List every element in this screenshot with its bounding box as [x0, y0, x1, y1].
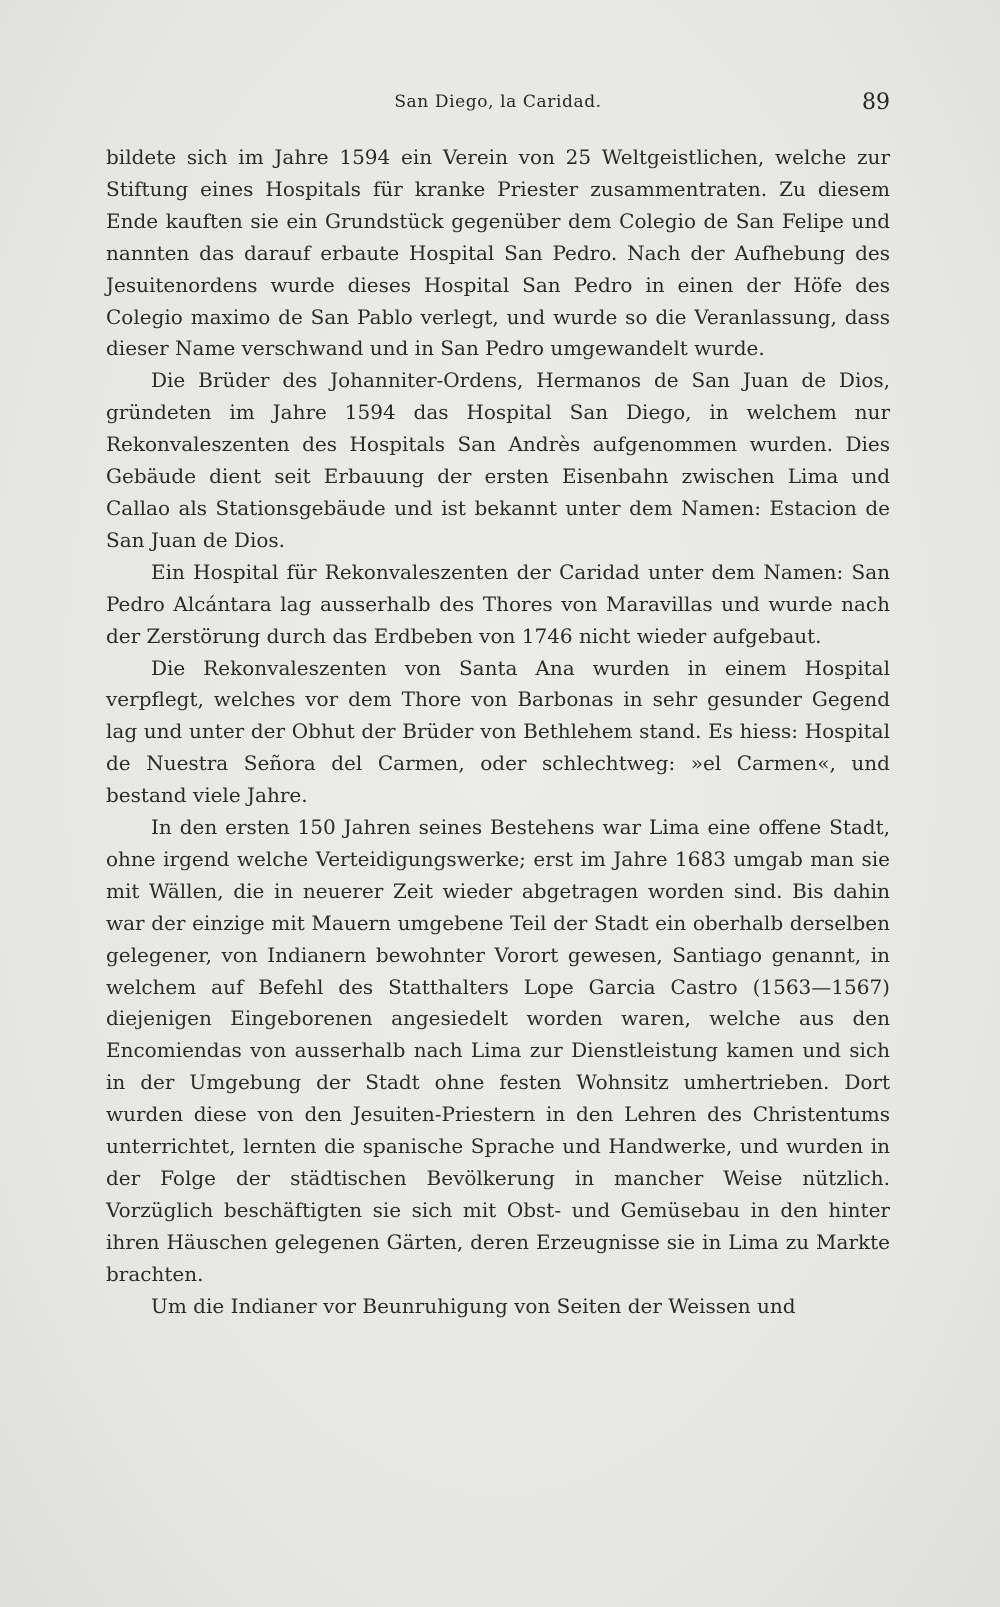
- paragraph-hospital-san-diego: Die Brüder des Johanniter-Ordens, Hermanos de San Juan de Dios, gründeten im Jahre 1594 das Hospital San Diego, in welchem nur Rekonvaleszenten des Hospitals San Andrès aufgenommen wurden. Dies Gebäude dient seit Erbauung der ersten Eisenbahn zwischen Lima und Callao als Stationsgebäude und ist bekannt unter dem Namen: Estacion de San Juan de Dios.: [106, 368, 890, 552]
- paragraph-lima-fortifications: In den ersten 150 Jahren seines Bestehens war Lima eine offene Stadt, ohne irgend welche Verteidigungswerke; erst im Jahre 1683 umgab man sie mit Wällen, die in neuerer Zeit wieder abgetragen worden sind. Bis dahin war der einzige mit Mauern umgebene Teil der Stadt ein oberhalb derselben gelegener, von Indianern bewohnter Vorort gewesen, Santiago genannt, in welchem auf Befehl des Statthalters Lope Garcia Castro (1563—1567) diejenigen Eingeborenen angesiedelt worden waren, welche aus den Encomiendas von ausserhalb nach Lima zur Dienstleistung kamen und sich in der Umgebung der Stadt ohne festen Wohnsitz umhertrieben. Dort wurden diese von den Jesuiten-Priestern in den Lehren des Christentums unterrichtet, lernten die spanische Sprache und Handwerke, und wurden in der Folge der städtischen Bevölkerung in mancher Weise nützlich. Vorzüglich beschäftigten sie sich mit Obst- und Gemüsebau in den hinter ihren Häuschen gelegenen Gärten, deren Erzeugnisse sie in Lima zu Markte brachten.: [106, 815, 890, 1286]
- paragraph-continued: bildete sich im Jahre 1594 ein Verein von 25 Weltgeistlichen, welche zur Stiftung eines Hospitals für kranke Priester zusammentraten. Zu diesem Ende kauften sie ein Grundstück gegenüber dem Colegio de San Felipe und nannten das darauf erbaute Hospital San Pedro. Nach der Aufhebung des Jesuitenordens wurde dieses Hospital San Pedro in einen der Höfe des Colegio maximo de San Pablo verlegt, und wurde so die Veranlassung, dass dieser Name verschwand und in San Pedro umgewandelt wurde.: [106, 145, 890, 361]
- paragraph-san-pedro-alcantara: Ein Hospital für Rekonvaleszenten der Caridad unter dem Namen: San Pedro Alcántara lag ausserhalb des Thores von Maravillas und wurde nach der Zerstörung durch das Erdbeben von 1746 nicht wieder aufgebaut.: [106, 559, 890, 648]
- running-head: [106, 88, 890, 128]
- paragraph-final-line: Um die Indianer vor Beunruhigung von Seiten der Weissen und: [151, 1293, 796, 1318]
- body-text: [106, 142, 890, 1323]
- running-title: San Diego, la Caridad.: [394, 92, 602, 112]
- page-number: 89: [862, 90, 890, 115]
- paragraph-el-carmen: Die Rekonvaleszenten von Santa Ana wurden in einem Hospital verpflegt, welches vor dem Thore von Barbonas in sehr gesunder Gegend lag und unter der Obhut der Brüder von Bethlehem stand. Es hiess: Hospital de Nuestra Señora del Carmen, oder schlechtweg: »el Carmen«, und bestand viele Jahre.: [106, 655, 890, 808]
